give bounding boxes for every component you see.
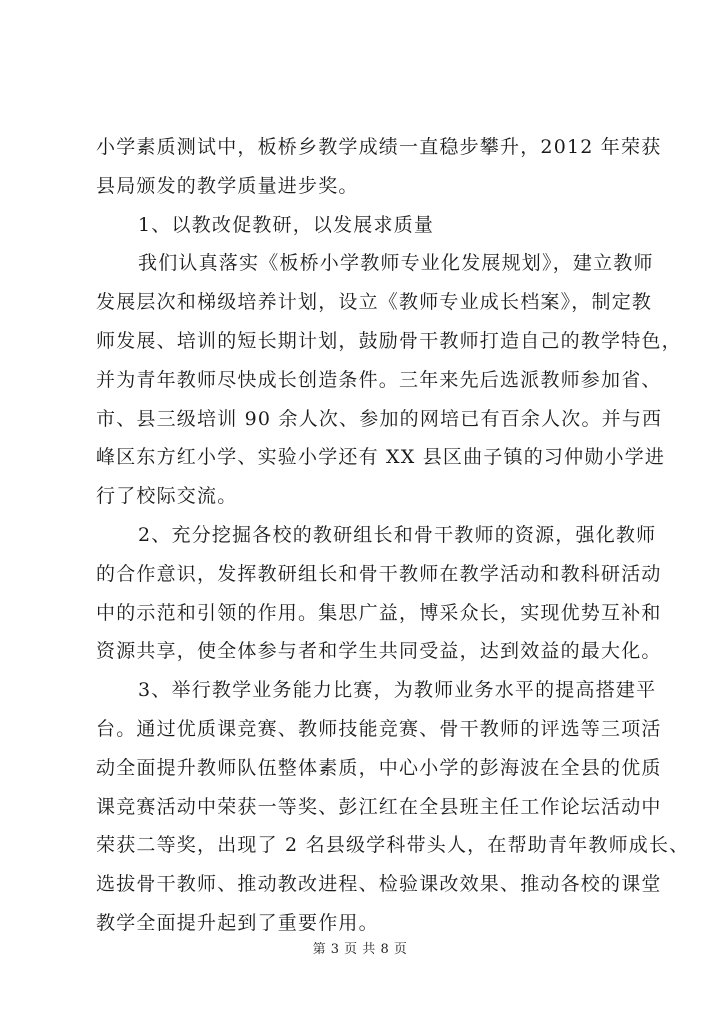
text-line: 行了校际交流。: [96, 485, 238, 508]
text-line: 峰区东方红小学、实验小学还有 XX 县区曲子镇的习仲勋小学进: [96, 446, 666, 469]
text-line: 市、县三级培训 90 余人次、参加的网培已有百余人次。并与西: [96, 407, 663, 430]
text-line: 2、充分挖掘各校的教研组长和骨干教师的资源，强化教师: [138, 523, 657, 546]
text-line: 小学素质测试中，板桥乡教学成绩一直稳步攀升，2012 年荣获: [96, 136, 662, 158]
text-line: 县局颁发的教学质量进步奖。: [96, 174, 359, 197]
text-line: 教学全面提升起到了重要作用。: [96, 911, 379, 934]
text-line: 荣获二等奖，出现了 2 名县级学科带头人，在帮助青年教师成长、: [96, 834, 690, 857]
text-line: 1、以教改促教研，以发展求质量: [138, 213, 435, 236]
document-body: [96, 128, 690, 943]
text-line: 的合作意识，发挥教研组长和骨干教师在教学活动和教科研活动: [96, 562, 662, 585]
text-line: 课竞赛活动中荣获一等奖、彭江红在全县班主任工作论坛活动中: [96, 795, 662, 818]
text-line: 中的示范和引领的作用。集思广益，博采众长，实现优势互补和: [96, 601, 662, 624]
page-number-footer: 第 3 页 共 8 页: [312, 942, 408, 957]
text-line: 台。通过优质课竞赛、教师技能竞赛、骨干教师的评选等三项活: [96, 717, 662, 740]
text-line: 选拔骨干教师、推动教改进程、检验课改效果、推动各校的课堂: [96, 873, 662, 896]
text-line: 3、举行教学业务能力比赛，为教师业务水平的提高搭建平: [138, 679, 657, 702]
text-line: 发展层次和梯级培养计划，设立《教师专业成长档案》，制定教: [96, 291, 653, 314]
text-line: 资源共享，使全体参与者和学生共同受益，达到效益的最大化。: [96, 640, 662, 663]
text-line: 并为青年教师尽快成长创造条件。三年来先后选派教师参加省、: [96, 368, 662, 391]
text-line: 动全面提升教师队伍整体素质，中心小学的彭海波在全县的优质: [96, 756, 662, 779]
text-line: 师发展、培训的短长期计划，鼓励骨干教师打造自己的教学特色，: [96, 329, 682, 352]
text-line: 我们认真落实《板桥小学教师专业化发展规划》，建立教师: [138, 252, 654, 275]
